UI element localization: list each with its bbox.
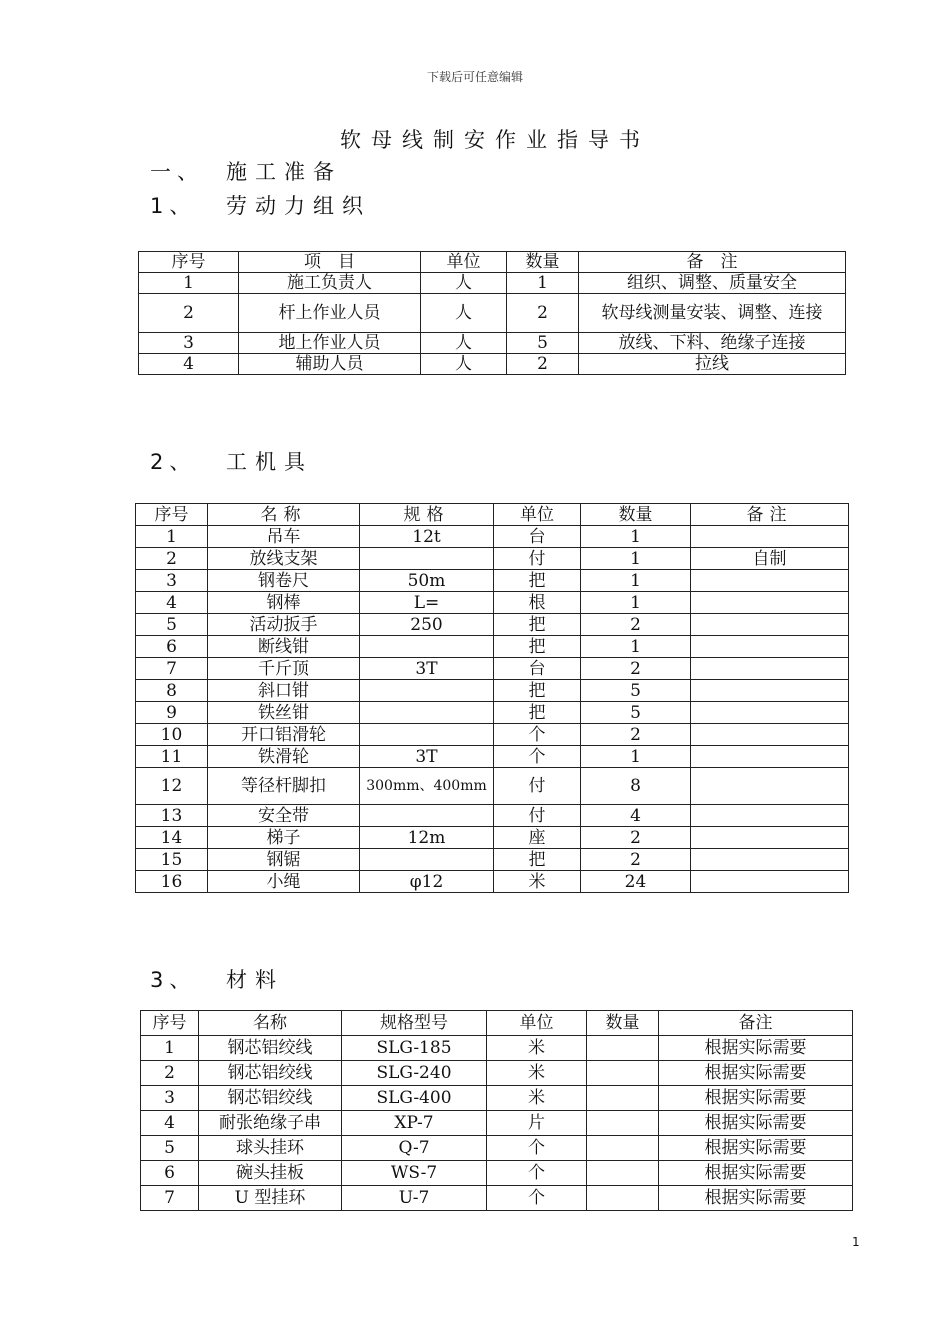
section-heading-materials bbox=[150, 964, 284, 994]
table-cell: 12t bbox=[360, 526, 494, 548]
table-cell: 铁丝钳 bbox=[208, 702, 360, 724]
table-cell: 个 bbox=[487, 1186, 587, 1211]
table-row bbox=[136, 548, 849, 570]
table-row bbox=[141, 1186, 853, 1211]
table-cell: 钢芯铝绞线 bbox=[199, 1061, 342, 1086]
table-cell: 钢棒 bbox=[208, 592, 360, 614]
section-number: 一、 bbox=[150, 160, 204, 184]
table-cell bbox=[691, 827, 849, 849]
table-cell: 斜口钳 bbox=[208, 680, 360, 702]
table-cell: WS-7 bbox=[342, 1161, 487, 1186]
table-cell: 6 bbox=[141, 1161, 199, 1186]
table-cell: 9 bbox=[136, 702, 208, 724]
table-cell: 1 bbox=[507, 273, 579, 294]
table-cell bbox=[691, 724, 849, 746]
table-row bbox=[139, 354, 846, 375]
table-cell: 3 bbox=[139, 333, 239, 354]
table-row bbox=[136, 768, 849, 805]
table-row bbox=[141, 1136, 853, 1161]
section-heading-labor bbox=[150, 190, 371, 220]
table-cell: 小绳 bbox=[208, 871, 360, 893]
table-cell: 2 bbox=[507, 354, 579, 375]
header-cell: 序号 bbox=[136, 504, 208, 526]
table-cell: φ12 bbox=[360, 871, 494, 893]
table-cell: 个 bbox=[494, 724, 581, 746]
table-cell: 放线支架 bbox=[208, 548, 360, 570]
table-cell bbox=[691, 570, 849, 592]
table-cell: 安全带 bbox=[208, 805, 360, 827]
table-cell bbox=[360, 805, 494, 827]
table-cell: 杆上作业人员 bbox=[239, 294, 421, 333]
table-cell: 15 bbox=[136, 849, 208, 871]
table-cell: 把 bbox=[494, 849, 581, 871]
table-cell: U 型挂环 bbox=[199, 1186, 342, 1211]
header-cell: 备注 bbox=[691, 504, 849, 526]
table-cell: 2 bbox=[581, 658, 691, 680]
header-cell: 备 注 bbox=[579, 252, 846, 273]
table-cell: 钢芯铝绞线 bbox=[199, 1036, 342, 1061]
table-cell: 台 bbox=[494, 658, 581, 680]
table-cell: 7 bbox=[136, 658, 208, 680]
table-cell: 人 bbox=[421, 333, 507, 354]
table-cell: 地上作业人员 bbox=[239, 333, 421, 354]
table-cell: 50m bbox=[360, 570, 494, 592]
header-cell: 序号 bbox=[141, 1011, 199, 1036]
table-cell bbox=[360, 849, 494, 871]
table-cell: Q-7 bbox=[342, 1136, 487, 1161]
section-title: 工机具 bbox=[226, 450, 313, 474]
table-cell: 付 bbox=[494, 548, 581, 570]
table-cell: 开口铝滑轮 bbox=[208, 724, 360, 746]
table-cell bbox=[587, 1136, 659, 1161]
table-cell: 5 bbox=[507, 333, 579, 354]
table-cell bbox=[691, 680, 849, 702]
table-cell: 2 bbox=[139, 294, 239, 333]
header-cell: 数量 bbox=[581, 504, 691, 526]
table-cell bbox=[587, 1111, 659, 1136]
table-cell: 吊车 bbox=[208, 526, 360, 548]
table-cell: 台 bbox=[494, 526, 581, 548]
table-cell: 8 bbox=[581, 768, 691, 805]
table-cell bbox=[360, 702, 494, 724]
table-cell: 1 bbox=[581, 636, 691, 658]
section-heading-preparation bbox=[150, 156, 342, 186]
table-cell: SLG-400 bbox=[342, 1086, 487, 1111]
table-cell: 等径杆脚扣 bbox=[208, 768, 360, 805]
table-cell bbox=[360, 548, 494, 570]
table-cell: 钢芯铝绞线 bbox=[199, 1086, 342, 1111]
table-cell: 3T bbox=[360, 746, 494, 768]
table-cell bbox=[691, 614, 849, 636]
table-cell: 片 bbox=[487, 1111, 587, 1136]
header-note: 下载后可任意编辑 bbox=[426, 70, 523, 84]
page-number: 1 bbox=[852, 1235, 860, 1249]
table-cell: 2 bbox=[581, 724, 691, 746]
table-row bbox=[136, 680, 849, 702]
table-cell: 24 bbox=[581, 871, 691, 893]
table-row bbox=[136, 746, 849, 768]
table-cell: 7 bbox=[141, 1186, 199, 1211]
table-cell: 1 bbox=[581, 526, 691, 548]
labor-table bbox=[138, 251, 846, 375]
document-title: 软母线制安作业指导书 bbox=[340, 128, 650, 152]
table-row bbox=[136, 724, 849, 746]
table-cell: 10 bbox=[136, 724, 208, 746]
table-cell: 把 bbox=[494, 614, 581, 636]
table-cell bbox=[691, 636, 849, 658]
table-cell bbox=[587, 1186, 659, 1211]
section-title: 材料 bbox=[226, 968, 284, 992]
table-row bbox=[136, 570, 849, 592]
table-cell: 个 bbox=[494, 746, 581, 768]
table-cell: 250 bbox=[360, 614, 494, 636]
table-row bbox=[136, 592, 849, 614]
table-cell: 人 bbox=[421, 354, 507, 375]
table-cell: 米 bbox=[487, 1061, 587, 1086]
table-cell: 根据实际需要 bbox=[659, 1061, 853, 1086]
table-cell: 耐张绝缘子串 bbox=[199, 1111, 342, 1136]
table-cell: 施工负责人 bbox=[239, 273, 421, 294]
table-row bbox=[136, 805, 849, 827]
table-cell: 付 bbox=[494, 768, 581, 805]
header-cell: 备注 bbox=[659, 1011, 853, 1036]
table-row bbox=[136, 658, 849, 680]
table-cell: SLG-240 bbox=[342, 1061, 487, 1086]
table-cell: 千斤顶 bbox=[208, 658, 360, 680]
header-cell: 名称 bbox=[199, 1011, 342, 1036]
table-cell: 人 bbox=[421, 273, 507, 294]
table-row bbox=[141, 1111, 853, 1136]
table-cell: 2 bbox=[581, 849, 691, 871]
table-cell bbox=[587, 1086, 659, 1111]
table-cell: 自制 bbox=[691, 548, 849, 570]
table-cell bbox=[691, 526, 849, 548]
table-cell: 座 bbox=[494, 827, 581, 849]
table-cell: 13 bbox=[136, 805, 208, 827]
table-cell: 根据实际需要 bbox=[659, 1111, 853, 1136]
table-cell bbox=[691, 702, 849, 724]
table-cell: 断线钳 bbox=[208, 636, 360, 658]
table-cell: 把 bbox=[494, 680, 581, 702]
table-cell: 1 bbox=[141, 1036, 199, 1061]
table-cell: 根据实际需要 bbox=[659, 1136, 853, 1161]
table-cell bbox=[691, 871, 849, 893]
header-cell: 单位 bbox=[421, 252, 507, 273]
table-row bbox=[136, 871, 849, 893]
table-cell: 12 bbox=[136, 768, 208, 805]
tools-table bbox=[135, 503, 849, 893]
table-cell: 付 bbox=[494, 805, 581, 827]
table-cell bbox=[691, 592, 849, 614]
table-cell: 根据实际需要 bbox=[659, 1036, 853, 1061]
table-cell bbox=[360, 724, 494, 746]
table-row bbox=[139, 273, 846, 294]
table-row bbox=[136, 827, 849, 849]
table-cell: 2 bbox=[581, 827, 691, 849]
table-cell bbox=[587, 1161, 659, 1186]
table-cell: 1 bbox=[139, 273, 239, 294]
header-cell: 项 目 bbox=[239, 252, 421, 273]
table-cell: 根 bbox=[494, 592, 581, 614]
table-cell: 4 bbox=[139, 354, 239, 375]
section-title: 劳动力组织 bbox=[226, 194, 371, 218]
table-cell: 6 bbox=[136, 636, 208, 658]
table-row bbox=[139, 333, 846, 354]
table-cell: 5 bbox=[141, 1136, 199, 1161]
table-cell: 根据实际需要 bbox=[659, 1161, 853, 1186]
table-cell: 辅助人员 bbox=[239, 354, 421, 375]
table-cell: 把 bbox=[494, 702, 581, 724]
table-cell: 人 bbox=[421, 294, 507, 333]
table-cell: 12m bbox=[360, 827, 494, 849]
header-cell: 单位 bbox=[494, 504, 581, 526]
section-number: 3、 bbox=[150, 968, 197, 992]
table-cell: 钢锯 bbox=[208, 849, 360, 871]
table-row bbox=[136, 614, 849, 636]
table-cell: 4 bbox=[581, 805, 691, 827]
table-cell: 米 bbox=[487, 1036, 587, 1061]
table-cell: 钢卷尺 bbox=[208, 570, 360, 592]
table-cell: 11 bbox=[136, 746, 208, 768]
table-cell bbox=[691, 849, 849, 871]
table-cell: SLG-185 bbox=[342, 1036, 487, 1061]
table-cell: 组织、调整、质量安全 bbox=[579, 273, 846, 294]
table-cell: 300mm、400mm bbox=[360, 768, 494, 805]
table-cell: 软母线测量安装、调整、连接 bbox=[579, 294, 846, 333]
table-cell bbox=[587, 1061, 659, 1086]
table-cell bbox=[360, 636, 494, 658]
header-cell: 数量 bbox=[587, 1011, 659, 1036]
table-cell: 2 bbox=[136, 548, 208, 570]
materials-table bbox=[140, 1010, 853, 1211]
table-cell: 个 bbox=[487, 1136, 587, 1161]
table-header-row bbox=[141, 1011, 853, 1036]
header-cell: 单位 bbox=[487, 1011, 587, 1036]
table-row bbox=[136, 702, 849, 724]
table-cell: 把 bbox=[494, 570, 581, 592]
table-cell: 碗头挂板 bbox=[199, 1161, 342, 1186]
header-cell: 名称 bbox=[208, 504, 360, 526]
table-cell: 1 bbox=[136, 526, 208, 548]
table-header-row bbox=[136, 504, 849, 526]
table-cell: XP-7 bbox=[342, 1111, 487, 1136]
table-cell: 个 bbox=[487, 1161, 587, 1186]
table-cell: 根据实际需要 bbox=[659, 1186, 853, 1211]
table-cell: 5 bbox=[136, 614, 208, 636]
table-cell: 根据实际需要 bbox=[659, 1086, 853, 1111]
table-cell: 3 bbox=[141, 1086, 199, 1111]
table-cell: 米 bbox=[487, 1086, 587, 1111]
table-cell: 放线、下料、绝缘子连接 bbox=[579, 333, 846, 354]
table-row bbox=[141, 1086, 853, 1111]
table-cell bbox=[360, 680, 494, 702]
table-cell: 铁滑轮 bbox=[208, 746, 360, 768]
table-cell: 3T bbox=[360, 658, 494, 680]
table-cell: 5 bbox=[581, 680, 691, 702]
section-number: 1、 bbox=[150, 194, 197, 218]
section-heading-tools bbox=[150, 446, 313, 476]
table-row bbox=[136, 849, 849, 871]
table-row bbox=[141, 1061, 853, 1086]
table-cell: 1 bbox=[581, 746, 691, 768]
table-cell: 2 bbox=[581, 614, 691, 636]
table-row bbox=[136, 636, 849, 658]
header-cell: 序号 bbox=[139, 252, 239, 273]
table-cell bbox=[691, 805, 849, 827]
table-cell: 球头挂环 bbox=[199, 1136, 342, 1161]
table-cell: L= bbox=[360, 592, 494, 614]
table-row bbox=[141, 1036, 853, 1061]
table-cell: 梯子 bbox=[208, 827, 360, 849]
table-cell: 拉线 bbox=[579, 354, 846, 375]
table-cell: 16 bbox=[136, 871, 208, 893]
table-row bbox=[141, 1161, 853, 1186]
table-cell: 5 bbox=[581, 702, 691, 724]
table-cell: 1 bbox=[581, 570, 691, 592]
table-cell bbox=[691, 658, 849, 680]
section-title: 施工准备 bbox=[226, 160, 342, 184]
table-header-row bbox=[139, 252, 846, 273]
section-number: 2、 bbox=[150, 450, 197, 474]
table-cell: U-7 bbox=[342, 1186, 487, 1211]
table-cell: 1 bbox=[581, 592, 691, 614]
table-cell bbox=[587, 1036, 659, 1061]
table-cell: 2 bbox=[141, 1061, 199, 1086]
header-cell: 规格型号 bbox=[342, 1011, 487, 1036]
table-cell bbox=[691, 746, 849, 768]
table-cell: 2 bbox=[507, 294, 579, 333]
table-row bbox=[136, 526, 849, 548]
table-cell bbox=[691, 768, 849, 805]
table-cell: 把 bbox=[494, 636, 581, 658]
table-cell: 米 bbox=[494, 871, 581, 893]
table-cell: 14 bbox=[136, 827, 208, 849]
table-cell: 活动扳手 bbox=[208, 614, 360, 636]
header-cell: 规格 bbox=[360, 504, 494, 526]
table-row bbox=[139, 294, 846, 333]
header-cell: 数量 bbox=[507, 252, 579, 273]
table-cell: 4 bbox=[136, 592, 208, 614]
table-cell: 4 bbox=[141, 1111, 199, 1136]
table-cell: 1 bbox=[581, 548, 691, 570]
table-cell: 3 bbox=[136, 570, 208, 592]
table-cell: 8 bbox=[136, 680, 208, 702]
